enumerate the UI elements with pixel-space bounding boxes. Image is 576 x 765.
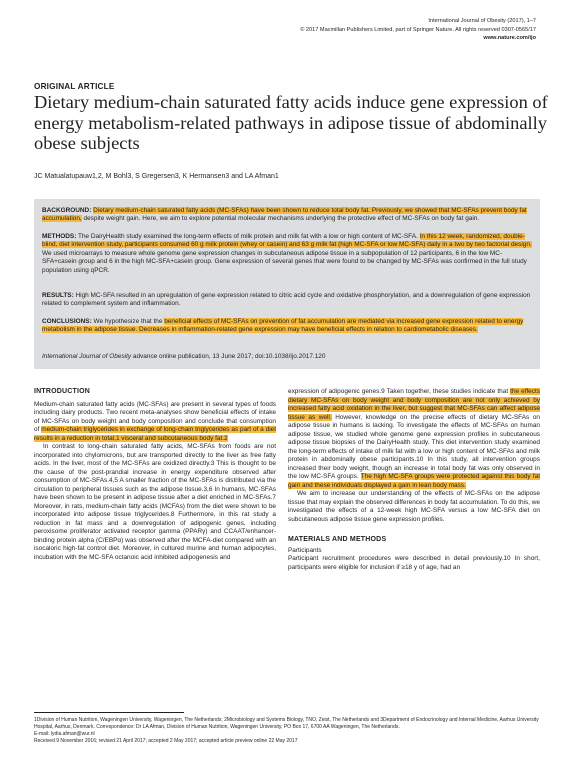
right-column [288,388,540,572]
intro-paragraph-3: expression of adipogenic genes.9 Taken together, these studies indicate that the effects dietary MC-SFAs on body weight and body composition are not only achieved by increased fatty acid oxidation in the liver, but suggest that MC-SFAs can affect adipose tissue as well. However, knowledge on the precise effects of dietary MC-SFAs on adipose tissue in humans is lacking. To investigate the effects of MC-SFAs on human adipose tissue, we studied whole genome gene expression profiles in subcutaneous adipose tissue biopsies of the DairyHealth study. This diet intervention study examined the long-term effects of intake of milk fat with a low or high content of MC-SFAs and milk protein in abdominally obese participants.10 In this study, all intervention groups increased their body weight, though an increase in total body fat was only observed in the low MC-SFA groups. The high MC-SFA groups were protected against this body fat gain and these individuals displayed a gain in lean body mass. [288,388,540,489]
copyright-line: © 2017 Macmillan Publishers Limited, part of Springer Nature. All rights reserved 0307-0565/17 [300,26,536,33]
left-column [34,388,276,562]
journal-citation: International Journal of Obesity (2017), 1–7 [428,18,536,24]
footnote-rule [34,712,184,713]
correspondence-email[interactable]: E-mail: lydia.afman@wur.nl [34,731,95,738]
intro-paragraph-2: In contrast to long-chain saturated fatty acids, MC-SFAs from foods are not incorporated into chylomicrons, but are transported directly to the liver as free fatty acids. In the liver, most of the MC-SFAs are oxidized directly.3 This is thought to be the cause of the post-prandial increase in energy expenditure observed after consumption of MC-SFAs.4,5 A smaller fraction of the MC-SFAs is distributed via the circulation to peripheral tissues such as the adipose tissue.3,6 In humans, MC-SFAs have been shown to be present in adipose tissue after a diet enriched in MC-SFAs.7 Moreover, in rats, medium-chain fatty acids (MCFAs) from the diet were shown to be incorporated into adipose tissue triglycerides.8 Furthermore, in this rat study a reduction in fat mass and a downregulation of adipogenic genes, including peroxisome proliferator activated receptor gamma (PPARγ) and CCAAT/enhancer-binding protein alpha (C/EBPα) was observed after the MCFA-diet compared with an isocaloric high-fat control diet. Moreover, in cultured murine and human adipocytes, incubation with the MC-SFA octanoic acid inhibited adipogenesis and [34,443,276,561]
abstract-box [34,199,540,369]
abstract-citation: International Journal of Obesity advance online publication, 13 June 2017; doi:10.1038/ijo.2017.120 [42,353,326,360]
abstract-conclusions: CONCLUSIONS: We hypothesize that the beneficial effects of MC-SFAs on prevention of fat accumulation are mediated via increased gene expression related to energy metabolism in the adipose tissue. Decreases in inflammation-related gene expression may have beneficial effects in relation to cardiometabolic diseases. [42,318,524,334]
intro-paragraph-1: Medium-chain saturated fatty acids (MC-SFAs) are present in several types of foods including dairy products. Two recent meta-analyses show beneficial effects of intake of MC-SFAs on body weight and body composition and conclude that consumption of medium-chain triglycerides in exchange of long-chain triglycerides as part of a diet results in a reduction in total,1 visceral and subcutaneous body fat.2 [34,400,276,442]
affiliations: 1Division of Human Nutrition, Wageningen University, Wageningen, The Netherlands; 2Microbiology and Systems Biology, TNO, Zeist, The Netherlands and 3Department of Endocrinology and Internal Medicine, Aarhus University Hospital, Aarhus, Denmark. Correspondence: Dr LA Afman, Division of Human Nutrition, Wageningen University, PO Box 17, 6700 AA Wageningen, The Netherlands. [34,717,539,731]
intro-paragraph-4: We aim to increase our understanding of the effects of MC-SFAs on the adipose tissue that may explain the observed differences in body fat accumulation. To do this, we investigated the effects of a 12-week high MC-SFA versus a low MC-SFA diet on subcutaneous adipose tissue gene expression profiles. [288,490,540,523]
methods-paragraph-1: Participant recruitment procedures were described in detail previously.10 In short, participants were eligible for inclusion if ≥18 y of age, had an [288,555,540,571]
section-heading-introduction: INTRODUCTION [34,388,91,395]
journal-header [300,17,536,43]
author-list: JC Matualatupauw1,2, M Bohl3, S Gregersen3, K Hermansen3 and LA Afman1 [34,173,279,180]
journal-url[interactable]: www.nature.com/ijo [483,35,536,42]
section-heading-methods: MATERIALS AND METHODS [288,536,387,543]
footnotes [34,717,540,745]
article-title: Dietary medium-chain saturated fatty acids induce gene expression of energy metabolism-related pathways in adipose tissue of abdominally obese subjects [34,92,548,154]
abstract-results: RESULTS: High MC-SFA resulted in an upregulation of gene expression related to citric acid cycle and oxidative phosphorylation, and a downregulation of gene expression related to complement system and inflammation. [42,292,531,308]
abstract-background: BACKGROUND: Dietary medium-chain saturated fatty acids (MC-SFAs) have been shown to reduce total body fat. Previously, we showed that MC-SFAs prevent body fat accumulation, despite weight gain. Here, we aim to explore potential molecular mechanisms underlying the protective effect of MC-SFAs on body fat gain. [42,207,527,223]
manuscript-dates: Received 9 November 2016; revised 21 April 2017; accepted 2 May 2017; accepted article preview online 22 May 2017 [34,738,298,745]
abstract-methods: METHODS: The DairyHealth study examined the long-term effects of milk protein and milk fat with a low or high content of MC-SFA. In this 12 week, randomized, double-blind, diet intervention study, participants consumed 60 g milk protein (whey or casein) and 63 g milk fat (high MC-SFA or low MC-SFA) daily in a two by two factorial design. We used microarrays to measure whole genome gene expression changes in subcutaneous adipose tissue in a subpopulation of 12 participants, 6 in the low MC-SFA+casein group and 6 in the high MC-SFA+casein group. Gene expression of several genes that were found to be changed by MC-SFAs was confirmed in the full study population using qPCR. [42,233,532,274]
subsection-heading-participants: Participants [288,546,322,554]
article-type: ORIGINAL ARTICLE [34,82,115,91]
